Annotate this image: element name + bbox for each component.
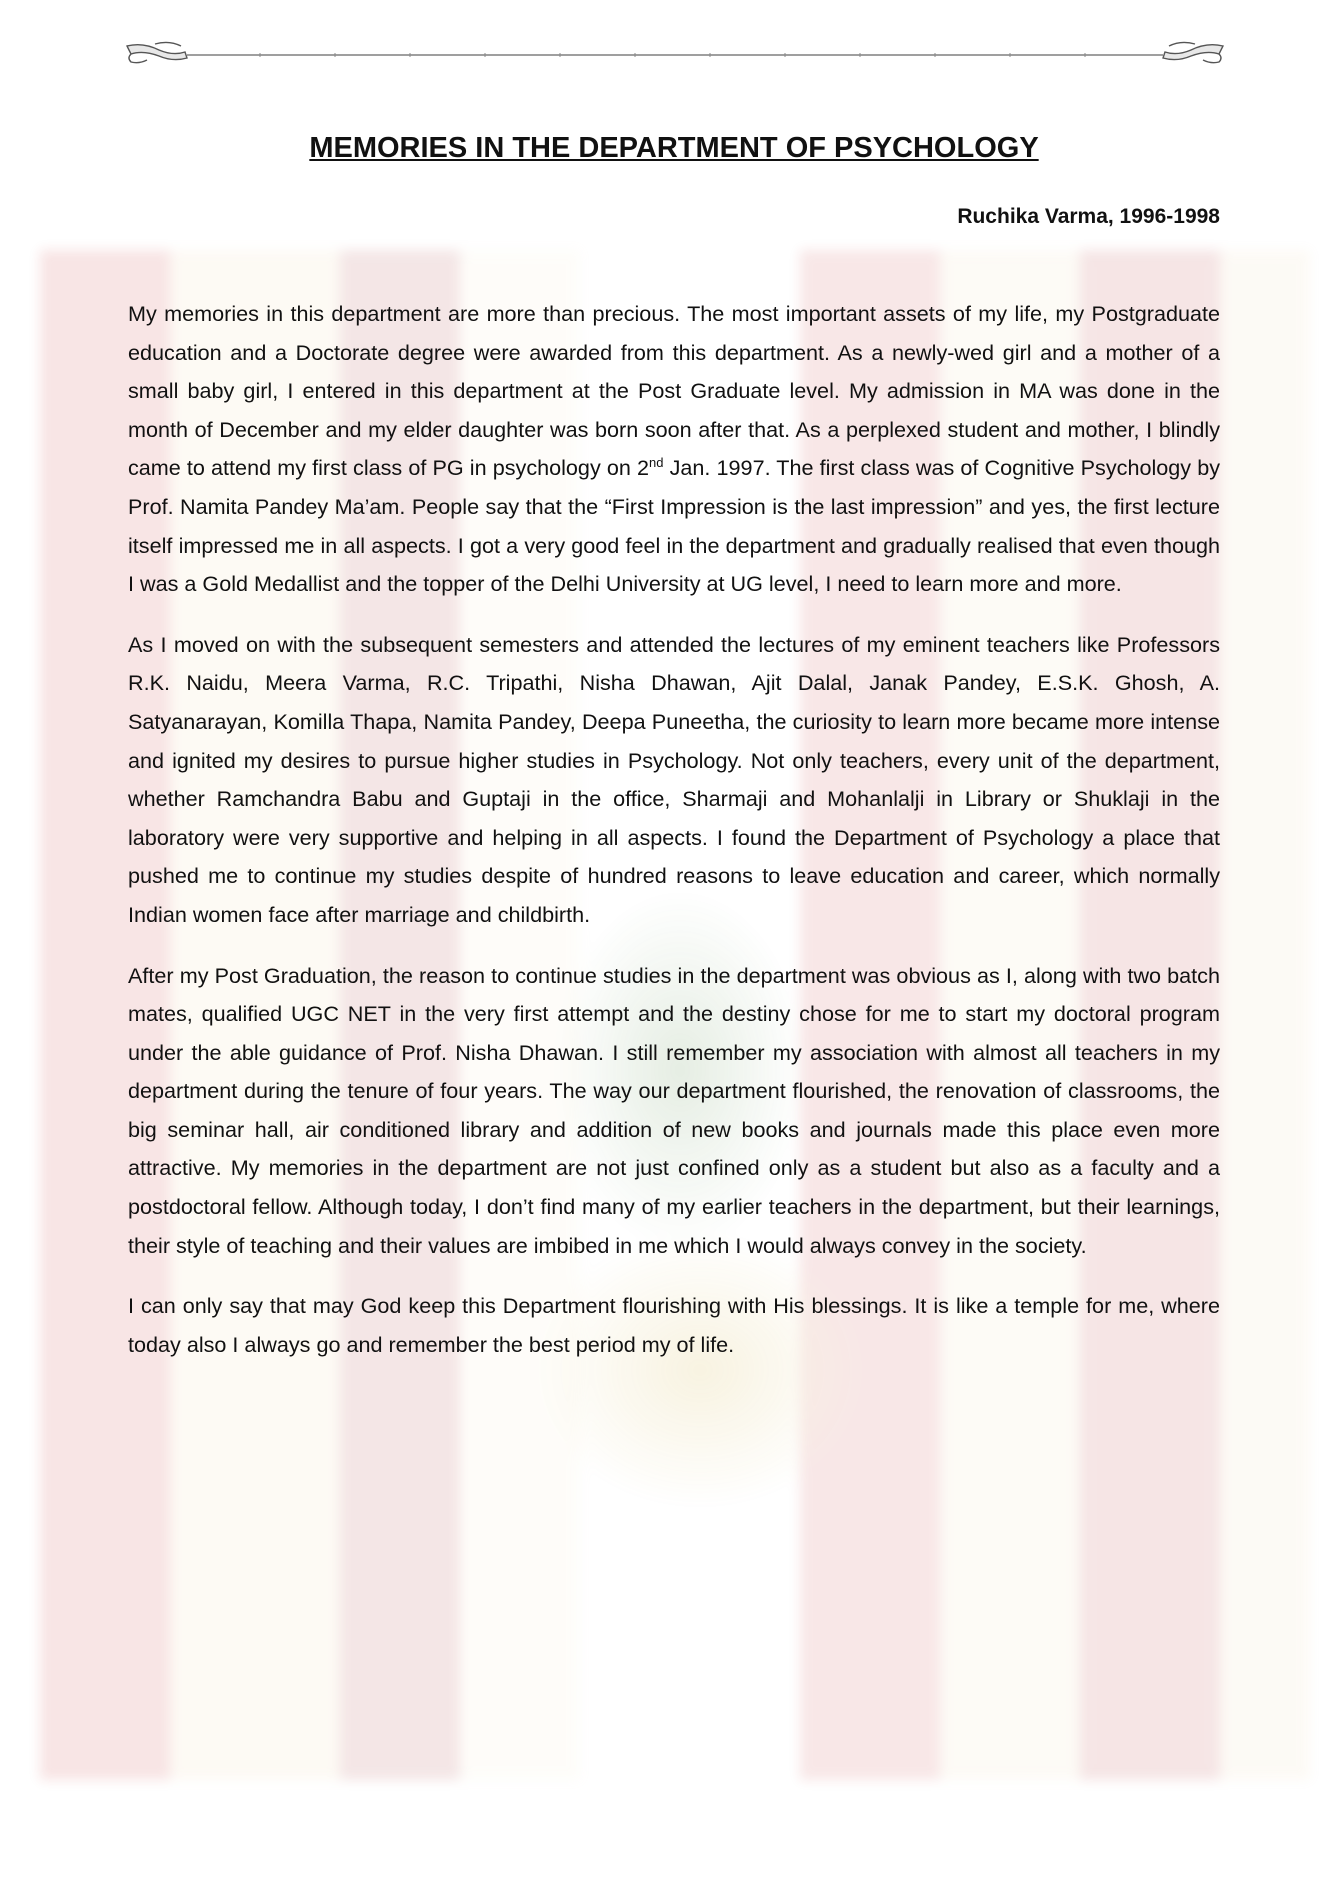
paragraph-2: As I moved on with the subsequent semesters and attended the lectures of my eminent teachers like Professors R.K. Naidu, Meera Varma, R.C. Tripathi, Nisha Dhawan, Ajit Dalal, Janak Pandey, E.S.K. Ghosh, A. Satyanarayan, Komilla Thapa, Namita Pandey, Deepa Puneetha, the curiosity to learn more became more intense and ignited my desires to pursue higher studies in Psychology. Not only teachers, every unit of the department, whether Ramchandra Babu and Guptaji in the office, Sharmaji and Mohanlalji in Library or Shuklaji in the laboratory were very supportive and helping in all aspects. I found the Department of Psychology a place that pushed me to continue my studies despite of hundred reasons to leave education and career, which normally Indian women face after marriage and childbirth. [128,631,1220,927]
page-title: MEMORIES IN THE DEPARTMENT OF PSYCHOLOGY [309,132,1039,164]
article-body [128,295,1220,1364]
header-decorative-rule [125,38,1225,68]
paragraph-1-text-b: Jan. 1997. The first class was of Cognitive Psychology by Prof. Namita Pandey Ma’am. People say that the “First Impression is the last impression” and yes, the first lecture itself impressed me in all aspects. I got a very good feel in the department and gradually realised that even though I was a Gold Medallist and the topper of the Delhi University at UG level, I need to learn more and more. [128,455,1221,597]
author-byline: Ruchika Varma, 1996-1998 [957,205,1220,228]
paragraph-1-text-a: My memories in this department are more than precious. The most important assets of my life, my Postgraduate education and a Doctorate degree were awarded from this department. As a newly-wed girl and a mother of a small baby girl, I entered in this department at the Post Graduate level. My admission in MA was done in the month of December and my elder daughter was born soon after that. As a perplexed student and mother, I blindly came to attend my first class of PG in psychology on 2 [128,301,1220,481]
ordinal-superscript: nd [649,455,664,471]
document-content [128,128,1220,1386]
paragraph-4: I can only say that may God keep this Department flourishing with His blessings. It is like a temple for me, where today also I always go and remember the best period my of life. [128,1293,1220,1357]
scroll-right-icon [1163,42,1223,62]
paragraph-1 [128,295,1220,604]
scroll-left-icon [127,42,187,62]
paragraph-3: After my Post Graduation, the reason to continue studies in the department was obvious as I, along with two batch mates, qualified UGC NET in the very first attempt and the destiny chose for me to start my doctoral program under the able guidance of Prof. Nisha Dhawan. I still remember my association with almost all teachers in my department during the tenure of four years. The way our department flourished, the renovation of classrooms, the big seminar hall, air conditioned library and addition of new books and journals made this place even more attractive. My memories in the department are not just confined only as a student but also as a faculty and a postdoctoral fellow. Although today, I don’t find many of my earlier teachers in the department, but their learnings, their style of teaching and their values are imbibed in me which I would always convey in the society. [128,962,1220,1258]
